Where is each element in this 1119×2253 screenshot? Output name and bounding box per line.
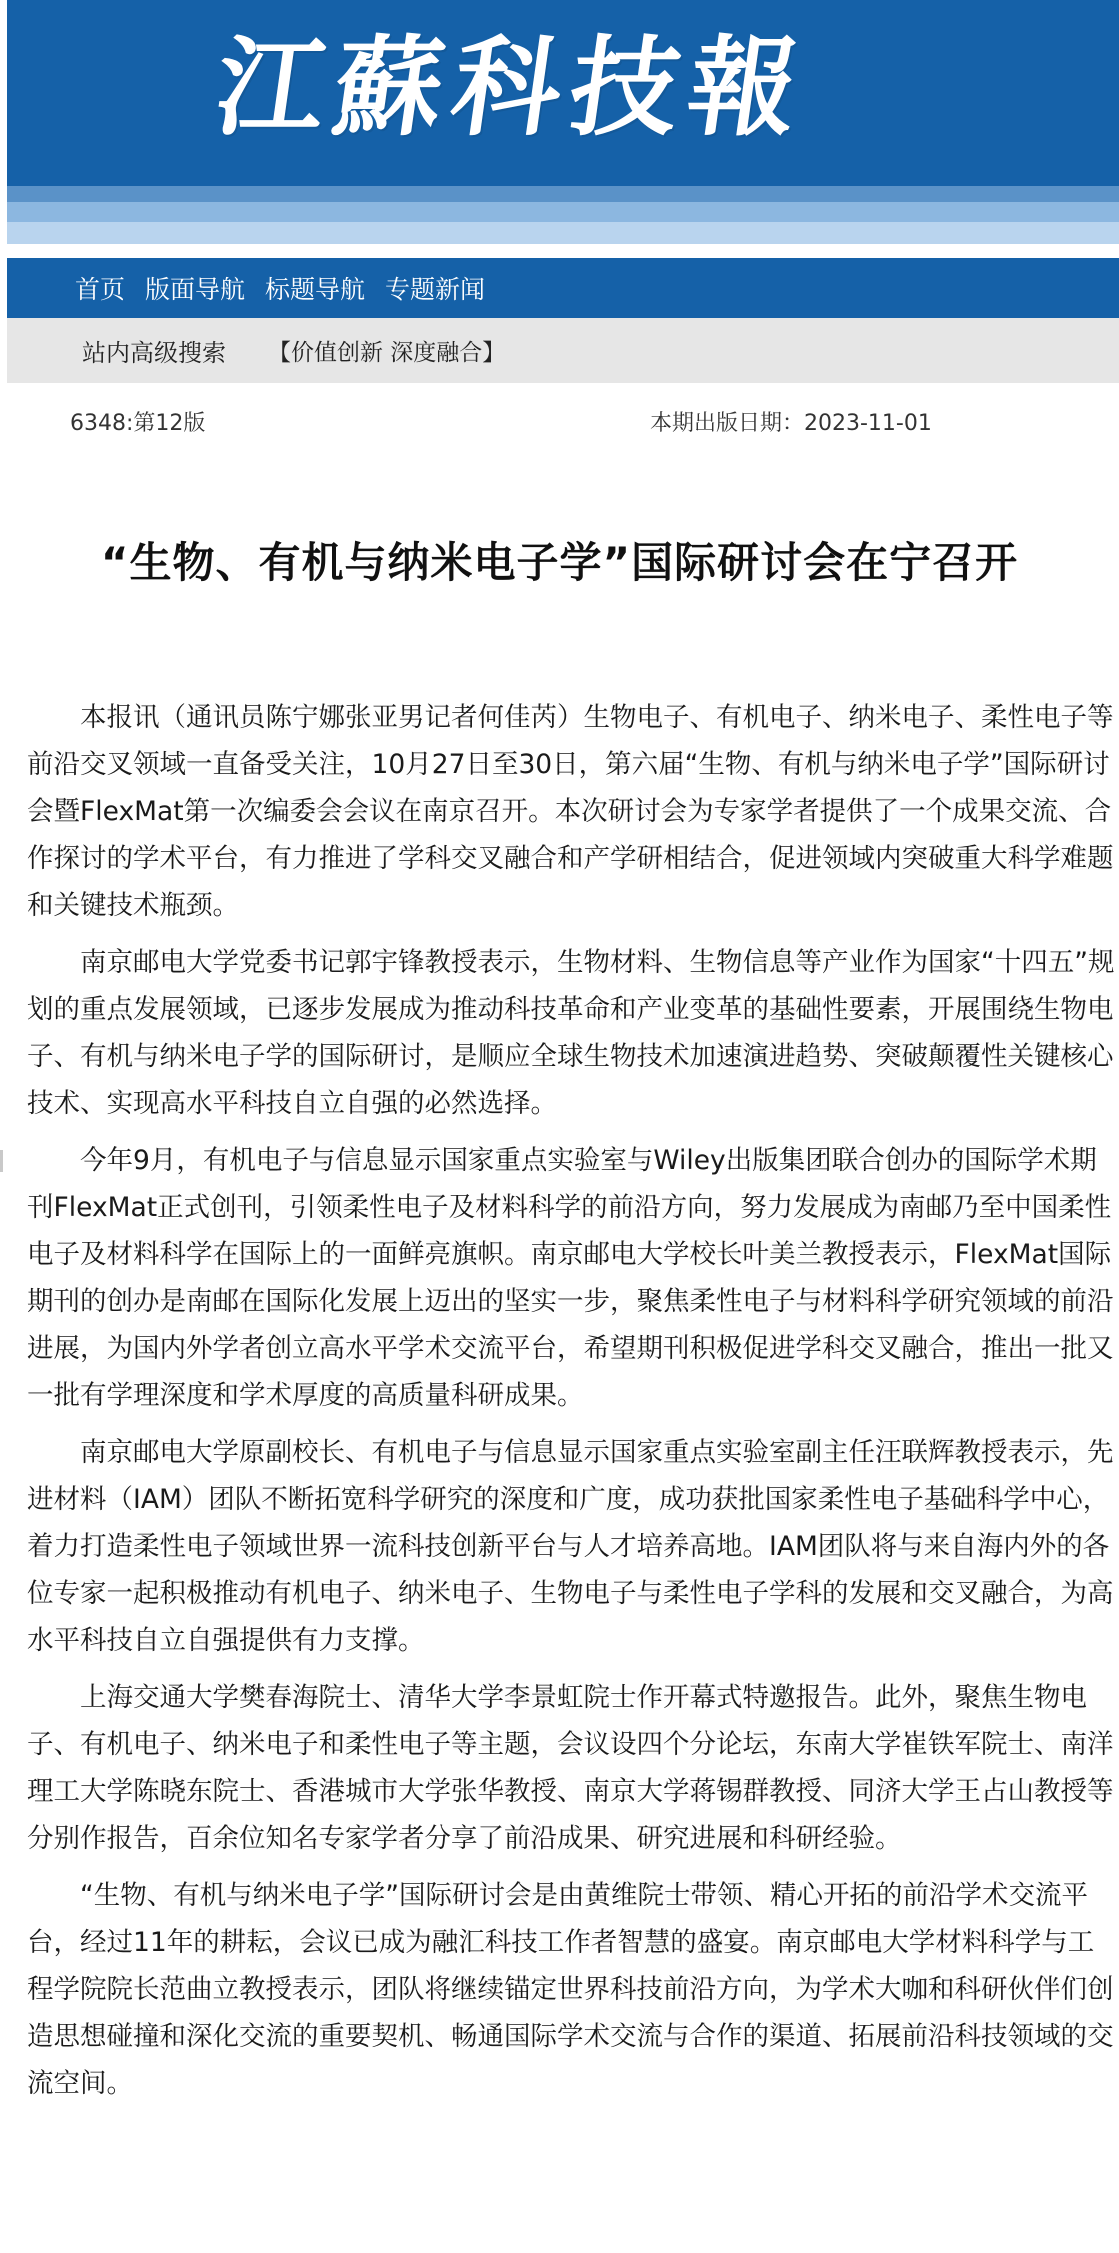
publish-date-label: 本期出版日期：2023-11-01 [650, 411, 932, 436]
article-body [27, 694, 1119, 2253]
main-nav [7, 258, 1119, 318]
edition-label: 6348:第12版 [70, 411, 206, 436]
advanced-search-link[interactable]: 站内高级搜索 [82, 339, 226, 367]
nav-title-navigation-link[interactable]: 标题导航 [265, 275, 366, 304]
masthead-banner [7, 0, 1119, 186]
article-paragraph: 本报讯（通讯员陈宁娜张亚男记者何佳芮）生物电子、有机电子、纳米电子、柔性电子等前沿交叉领域一直备受关注，10月27日至30日，第六届“生物、有机与纳米电子学”国际研讨会暨FlexMat第一次编委会会议在南京召开。本次研讨会为专家学者提供了一个成果交流、合作探讨的学术平台，有力推进了学科交叉融合和产学研相结合，促进领域内突破重大科学难题和关键技术瓶颈。 [27, 702, 1114, 921]
article-paragraph: 南京邮电大学原副校长、有机电子与信息显示国家重点实验室副主任汪联辉教授表示，先进材料（IAM）团队不断拓宽科学研究的深度和广度，成功获批国家柔性电子基础科学中心，着力打造柔性电子领域世界一流科技创新平台与人才培养高地。IAM团队将与来自海内外的各位专家一起积极推动有机电子、纳米电子、生物电子与柔性电子学科的发展和交叉融合，为高水平科技自立自强提供有力支撑。 [27, 1437, 1114, 1656]
nav-special-news-link[interactable]: 专题新闻 [385, 275, 486, 304]
page-edge-marker [0, 1150, 3, 1172]
article-title: “生物、有机与纳米电子学”国际研讨会在宁召开 [100, 538, 1019, 587]
sub-nav [7, 318, 1119, 383]
article-paragraph: 上海交通大学樊春海院士、清华大学李景虹院士作开幕式特邀报告。此外，聚焦生物电子、有机电子、纳米电子和柔性电子等主题，会议设四个分论坛，东南大学崔铁军院士、南洋理工大学陈晓东院士、香港城市大学张华教授、南京大学蒋锡群教授、同济大学王占山教授等分别作报告，百余位知名专家学者分享了前沿成果、研究进展和科研经验。 [27, 1682, 1114, 1854]
stripe-light [7, 222, 1119, 244]
nav-home-link[interactable]: 首页 [75, 275, 126, 304]
nav-page-navigation-link[interactable]: 版面导航 [145, 275, 246, 304]
slogan-text: 【价值创新 深度融合】 [268, 340, 506, 366]
article-paragraph: 今年9月，有机电子与信息显示国家重点实验室与Wiley出版集团联合创办的国际学术期刊FlexMat正式创刊，引领柔性电子及材料科学的前沿方向，努力发展成为南邮乃至中国柔性电子及材料科学在国际上的一面鲜亮旗帜。南京邮电大学校长叶美兰教授表示，FlexMat国际期刊的创办是南邮在国际化发展上迈出的坚实一步，聚焦柔性电子与材料科学研究领域的前沿进展，为国内外学者创立高水平学术交流平台，希望期刊积极促进学科交叉融合，推出一批又一批有学理深度和学术厚度的高质量科研成果。 [27, 1145, 1114, 1411]
article-paragraph: “生物、有机与纳米电子学”国际研讨会是由黄维院士带领、精心开拓的前沿学术交流平台，经过11年的耕耘，会议已成为融汇科技工作者智慧的盛宴。南京邮电大学材料科学与工程学院院长范曲立教授表示，团队将继续锚定世界科技前沿方向，为学术大咖和科研伙伴们创造思想碰撞和深化交流的重要契机、畅通国际学术交流与合作的渠道、拓展前沿科技领域的交流空间。 [27, 1880, 1114, 2099]
masthead-stripes [7, 186, 1119, 244]
stripe-dark [7, 186, 1119, 202]
stripe-mid [7, 202, 1119, 222]
newspaper-logo: 江蘇科技報 [208, 25, 816, 151]
article-paragraph: 南京邮电大学党委书记郭宇锋教授表示，生物材料、生物信息等产业作为国家“十四五”规划的重点发展领域，已逐步发展成为推动科技革命和产业变革的基础性要素，开展围绕生物电子、有机与纳米电子学的国际研讨，是顺应全球生物技术加速演进趋势、突破颠覆性关键核心技术、实现高水平科技自立自强的必然选择。 [27, 947, 1115, 1119]
